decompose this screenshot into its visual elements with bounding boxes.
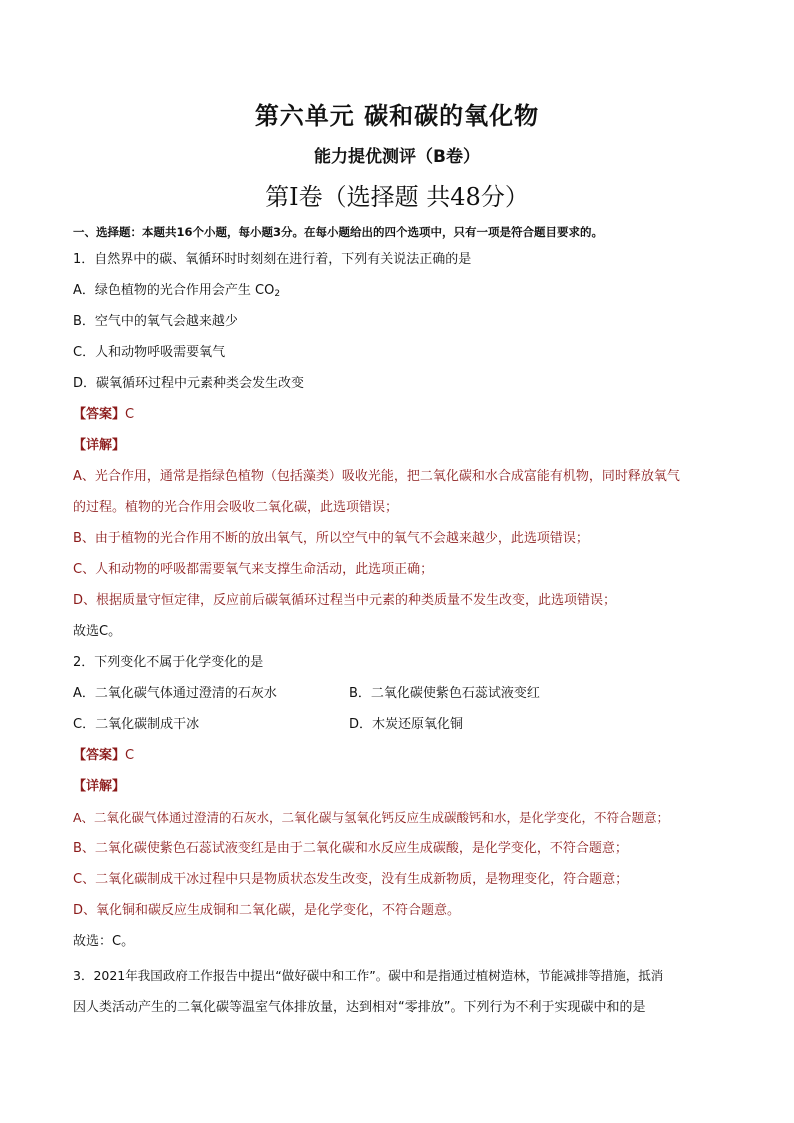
- q2-option-c: C．二氧化碳制成干冰: [73, 717, 200, 732]
- q1-answer-value: C: [125, 407, 135, 422]
- q2-answer-value: C: [125, 748, 135, 763]
- q2-option-b: B．二氧化碳使紫色石蕊试液变红: [349, 686, 540, 701]
- q1-answer-label: 【答案】: [73, 407, 126, 422]
- q1-option-d: D．碳氧循环过程中元素种类会发生改变: [73, 376, 305, 391]
- q2-detail-label: 【详解】: [73, 779, 126, 794]
- q1-explanation-line: B、由于植物的光合作用不断的放出氧气，所以空气中的氧气不会越来越少，此选项错误；: [73, 531, 589, 546]
- section-title: 第Ⅰ卷（选择题 共48分）: [265, 183, 529, 211]
- q2-option-d: D．木炭还原氧化铜: [349, 717, 464, 732]
- q3-stem-line: 因人类活动产生的二氧化碳等温室气体排放量，达到相对“零排放”。下列行为不利于实现碳中和的是: [73, 1000, 646, 1015]
- q3-stem-line: 3．2021年我国政府工作报告中提出“做好碳中和工作”。碳中和是指通过植树造林，节能减排等措施，抵消: [73, 968, 664, 983]
- q1-option-b: B．空气中的氧气会越来越少: [73, 314, 238, 329]
- q1-explanation-line: C、人和动物的呼吸都需要氧气来支撑生命活动，此选项正确；: [73, 562, 434, 577]
- q1-conclusion: 故选C。: [73, 624, 122, 639]
- q2-answer-label: 【答案】: [73, 748, 126, 763]
- q1-option-a-text: A．绿色植物的光合作用会产生 CO: [73, 283, 275, 298]
- section-instruction: 一、选择题：本题共16个小题，每小题3分。在每小题给出的四个选项中，只有一项是符合题目要求的。: [73, 225, 603, 239]
- q2-stem: 2．下列变化不属于化学变化的是: [73, 655, 264, 670]
- q2-answer: [73, 746, 134, 766]
- q1-detail-label: 【详解】: [73, 438, 126, 453]
- q1-explanation-line: A、光合作用，通常是指绿色植物（包括藻类）吸收光能，把二氧化碳和水合成富能有机物，同时释放氧气: [73, 469, 680, 484]
- q1-option-a-subscript: 2: [274, 289, 281, 299]
- q2-conclusion: 故选：C。: [73, 934, 135, 949]
- page-subtitle: 能力提优测评（B卷）: [314, 147, 480, 167]
- q1-explanation-line: D、根据质量守恒定律，反应前后碳氧循环过程当中元素的种类质量不发生改变，此选项错误；: [73, 593, 617, 608]
- q1-option-a: [73, 281, 280, 301]
- page-title: 第六单元 碳和碳的氧化物: [254, 102, 540, 130]
- q2-option-a: A．二氧化碳气体通过澄清的石灰水: [73, 686, 277, 701]
- q1-explanation-line: 的过程。植物的光合作用会吸收二氧化碳，此选项错误；: [73, 500, 399, 515]
- q2-explanation-line: B、二氧化碳使紫色石蕊试液变红是由于二氧化碳和水反应生成碳酸，是化学变化，不符合题意；: [73, 841, 628, 856]
- q1-stem: 1．自然界中的碳、氧循环时时刻刻在进行着，下列有关说法正确的是: [73, 252, 472, 267]
- q2-explanation-line: D、氧化铜和碳反应生成铜和二氧化碳，是化学变化，不符合题意。: [73, 903, 461, 918]
- q1-answer: [73, 405, 134, 425]
- q1-option-c: C．人和动物呼吸需要氧气: [73, 345, 226, 360]
- q2-explanation-line: A、二氧化碳气体通过澄清的石灰水，二氧化碳与氢氧化钙反应生成碳酸钙和水，是化学变化，不符合题意；: [73, 810, 670, 825]
- q2-explanation-line: C、二氧化碳制成干冰过程中只是物质状态发生改变，没有生成新物质，是物理变化，符合题意；: [73, 872, 629, 887]
